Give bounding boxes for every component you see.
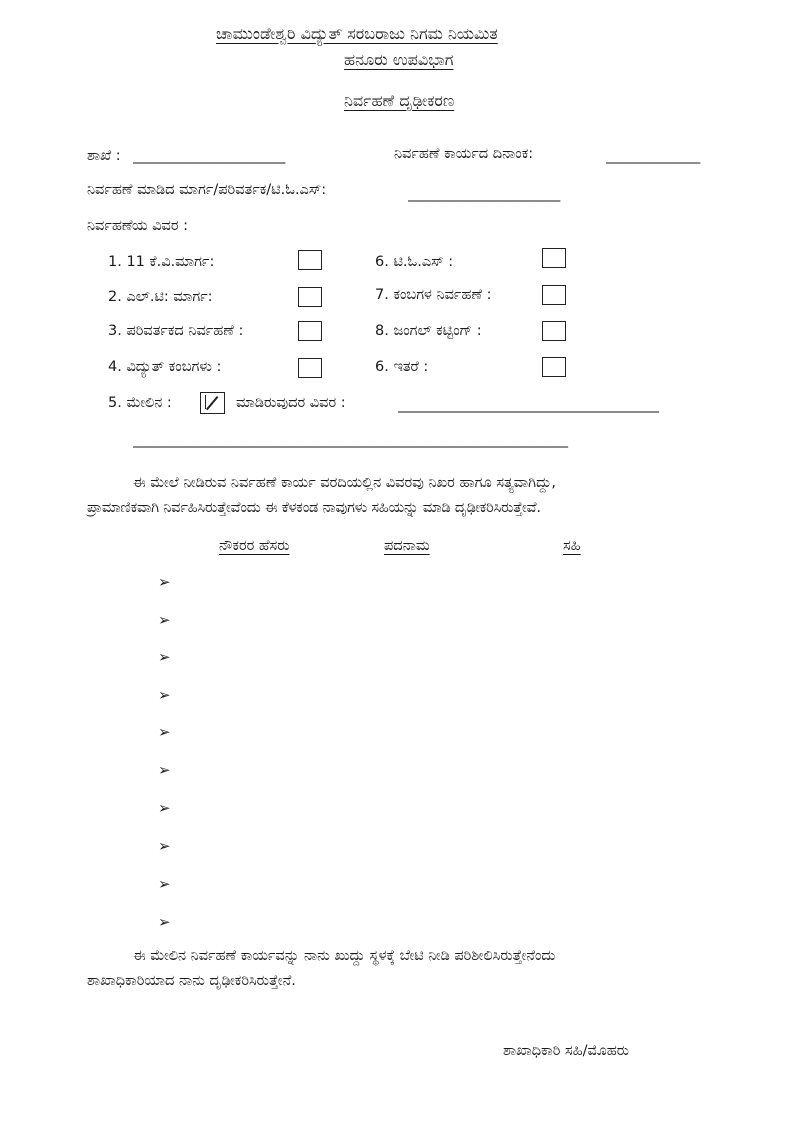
declaration-line-2: ಪ್ರಾಮಾಣಿಕವಾಗಿ ನಿರ್ವಹಿಸಿರುತ್ತೇವೆಂದು ಈ ಕೆಳಕಂಡ ನಾವುಗಳು ಸಹಿಯನ್ನು ಮಾಡಿ ದೃಢೀಕರಿಸಿರುತ್ತೇವೆ. xyxy=(87,500,541,516)
officer-signature-label: ಶಾಖಾಧಿಕಾರಿ ಸಹಿ/ಮೊಹರು xyxy=(503,1043,630,1059)
signatory-row-bullet: ➢ xyxy=(158,875,171,893)
branch-field[interactable]: _____________________ xyxy=(133,148,286,164)
column-header-signature: ಸಹಿ xyxy=(563,538,581,554)
date-label: ನಿರ್ವಹಣೆ ಕಾರ್ಯದ ದಿನಾಂಕ: xyxy=(394,146,534,162)
check-label-electric-poles: 4. ವಿದ್ಯುತ್ ಕಂಬಗಳು : xyxy=(108,359,222,375)
check-label-above: 5. ಮೇಲಿನ : xyxy=(108,395,172,411)
checkbox-tos[interactable] xyxy=(542,248,566,268)
date-field[interactable]: _____________ xyxy=(606,148,701,164)
signatory-row-bullet: ➢ xyxy=(158,913,171,931)
signatory-row-bullet: ➢ xyxy=(158,573,171,591)
checkbox-lt-line[interactable] xyxy=(298,287,322,307)
column-header-employee-name: ನೌಕರರ ಹೆಸರು xyxy=(219,538,290,554)
signatory-row-bullet: ➢ xyxy=(158,686,171,704)
signatory-row-bullet: ➢ xyxy=(158,611,171,629)
signatory-row-bullet: ➢ xyxy=(158,837,171,855)
declaration-line-1: ಈ ಮೇಲೆ ನೀಡಿರುವ ನಿರ್ವಹಣೆ ಕಾರ್ಯ ವರದಿಯಲ್ಲಿನ ವಿವರವು ನಿಖರ ಹಾಗೂ ಸತ್ಯವಾಗಿದ್ದು, xyxy=(133,475,556,491)
line-field[interactable]: _____________________ xyxy=(408,186,561,202)
checkbox-11kv-line[interactable] xyxy=(298,250,322,270)
subdivision-name: ಹನೂರು ಉಪವಿಭಾಗ xyxy=(344,50,454,69)
check-label-tos: 6. ಟಿ.ಓ.ಎಸ್ : xyxy=(375,254,454,270)
check-label-lt-line: 2. ಎಲ್.ಟಿ: ಮಾರ್ಗ: xyxy=(108,289,213,305)
officer-declaration-line-2: ಶಾಖಾಧಿಕಾರಿಯಾದ ನಾನು ದೃಢೀಕರಿಸಿರುತ್ತೇನೆ. xyxy=(87,973,296,989)
work-detail-continuation[interactable]: ____________________________________________________________ xyxy=(133,432,568,448)
officer-declaration-line-1: ಈ ಮೇಲಿನ ನಿರ್ವಹಣೆ ಕಾರ್ಯವನ್ನು ನಾನು ಖುದ್ದು ಸ್ಥಳಕ್ಕೆ ಬೇಟಿ ನೀಡಿ ಪರಿಶೀಲಿಸಿರುತ್ತೇನೆಂದು xyxy=(133,948,556,964)
checkbox-pole-maintenance[interactable] xyxy=(542,285,566,305)
checkbox-others[interactable] xyxy=(542,357,566,377)
signatory-row-bullet: ➢ xyxy=(158,761,171,779)
check-label-pole-maintenance: 7. ಕಂಬಗಳ ನಿರ್ವಹಣೆ : xyxy=(375,287,492,303)
work-detail-label: ಮಾಡಿರುವುದರ ವಿವರ : xyxy=(236,395,346,411)
check-label-11kv-line: 1. 11 ಕೆ.ವಿ.ಮಾರ್ಗ: xyxy=(108,254,215,270)
check-label-others: 6. ಇತರೆ : xyxy=(375,359,429,375)
column-header-designation: ಪದನಾಮ xyxy=(384,538,430,554)
signatory-row-bullet: ➢ xyxy=(158,648,171,666)
check-label-transformer: 3. ಪರಿವರ್ತಕದ ನಿರ್ವಹಣೆ : xyxy=(108,323,244,339)
checkbox-transformer[interactable] xyxy=(298,321,322,341)
signatory-row-bullet: ➢ xyxy=(158,799,171,817)
line-label: ನಿರ್ವಹಣೆ ಮಾಡಿದ ಮಾರ್ಗ/ಪರಿವರ್ತಕ/ಟಿ.ಓ.ಎಸ್: xyxy=(87,182,327,198)
checkbox-electric-poles[interactable] xyxy=(298,358,322,378)
org-name: ಚಾಮುಂಡೇಶ್ವರಿ ವಿದ್ಯುತ್ ಸರಬರಾಜು ನಿಗಮ ನಿಯಮಿತ xyxy=(216,24,498,43)
branch-label: ಶಾಖೆ : xyxy=(87,148,121,164)
checkbox-above[interactable] xyxy=(200,392,225,414)
checkbox-jungle-cutting[interactable] xyxy=(542,321,566,341)
form-title: ನಿರ್ವಹಣೆ ದೃಢೀಕರಣ xyxy=(344,91,455,110)
signatory-row-bullet: ➢ xyxy=(158,723,171,741)
check-label-jungle-cutting: 8. ಜಂಗಲ್ ಕಟ್ಟಿಂಗ್ : xyxy=(375,323,482,339)
details-label: ನಿರ್ವಹಣೆಯ ವಿವರ : xyxy=(87,218,188,234)
work-detail-field[interactable]: ____________________________________ xyxy=(398,397,659,413)
